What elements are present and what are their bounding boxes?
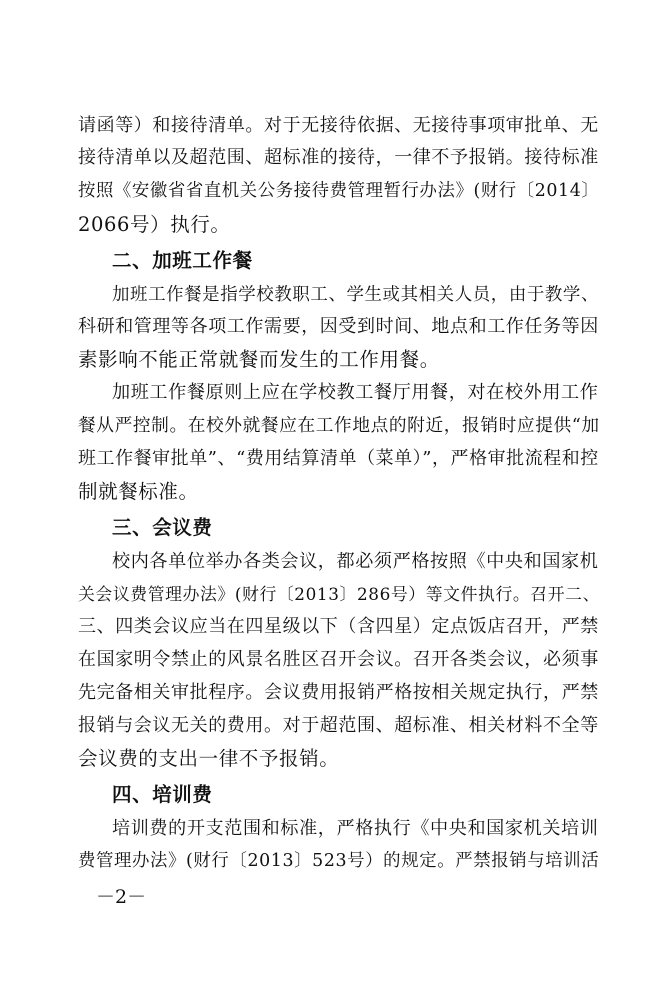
- text-line: 加班工作餐原则上应在学校教工餐厅用餐，对在校外用工作: [112, 382, 599, 403]
- text-line: 费管理办法》(财行〔2013〕523号）的规定。严禁报销与培训活: [78, 851, 600, 871]
- text-line: 班工作餐审批单”、“费用结算清单（菜单）”，严格审批流程和控: [78, 448, 599, 469]
- section-heading-training-fees: 四、培训费: [112, 783, 213, 806]
- text-line: 培训费的开支范围和标准，严格执行《中央和国家机关培训: [112, 818, 599, 839]
- section-heading-meeting-fees: 三、会议费: [112, 516, 213, 539]
- text-line: 请函等）和接待清单。对于无接待依据、无接待事项审批单、无: [78, 115, 599, 136]
- text-line: 素影响不能正常就餐而发生的工作用餐。: [78, 348, 440, 371]
- text-line: 报销与会议无关的费用。对于超范围、超标准、相关材料不全等: [78, 715, 599, 736]
- text-line: 制就餐标准。: [78, 480, 199, 503]
- text-line: 在国家明令禁止的风景名胜区召开会议。召开各类会议，必须事: [78, 649, 599, 670]
- text-line: 关会议费管理办法》(财行〔2013〕286号）等文件执行。召开二、: [78, 584, 601, 604]
- text-line: 科研和管理等各项工作需要，因受到时间、地点和工作任务等因: [78, 316, 599, 337]
- text-line: 校内各单位举办各类会议，都必须严格按照《中央和国家机: [112, 551, 599, 572]
- text-line: 会议费的支出一律不予报销。: [78, 747, 340, 770]
- page-number: －2－: [96, 886, 147, 908]
- text-line: 加班工作餐是指学校教职工、学生或其相关人员，由于教学、: [112, 285, 600, 305]
- text-line: 接待清单以及超范围、超标准的接待，一律不予报销。接待标准: [78, 147, 599, 168]
- section-heading-overtime-meals: 二、加班工作餐: [112, 249, 253, 272]
- text-line: 三、四类会议应当在四星级以下（含四星）定点饭店召开，严禁: [78, 616, 599, 637]
- text-line: 按照《安徽省省直机关公务接待费管理暂行办法》(财行〔2014〕: [78, 181, 600, 201]
- text-line: 餐从严控制。在校外就餐应在工作地点的附近，报销时应提供“加: [78, 416, 600, 436]
- text-line: 2066号）执行。: [78, 213, 231, 236]
- text-line: 先完备相关审批程序。会议费用报销严格按相关规定执行，严禁: [78, 682, 599, 703]
